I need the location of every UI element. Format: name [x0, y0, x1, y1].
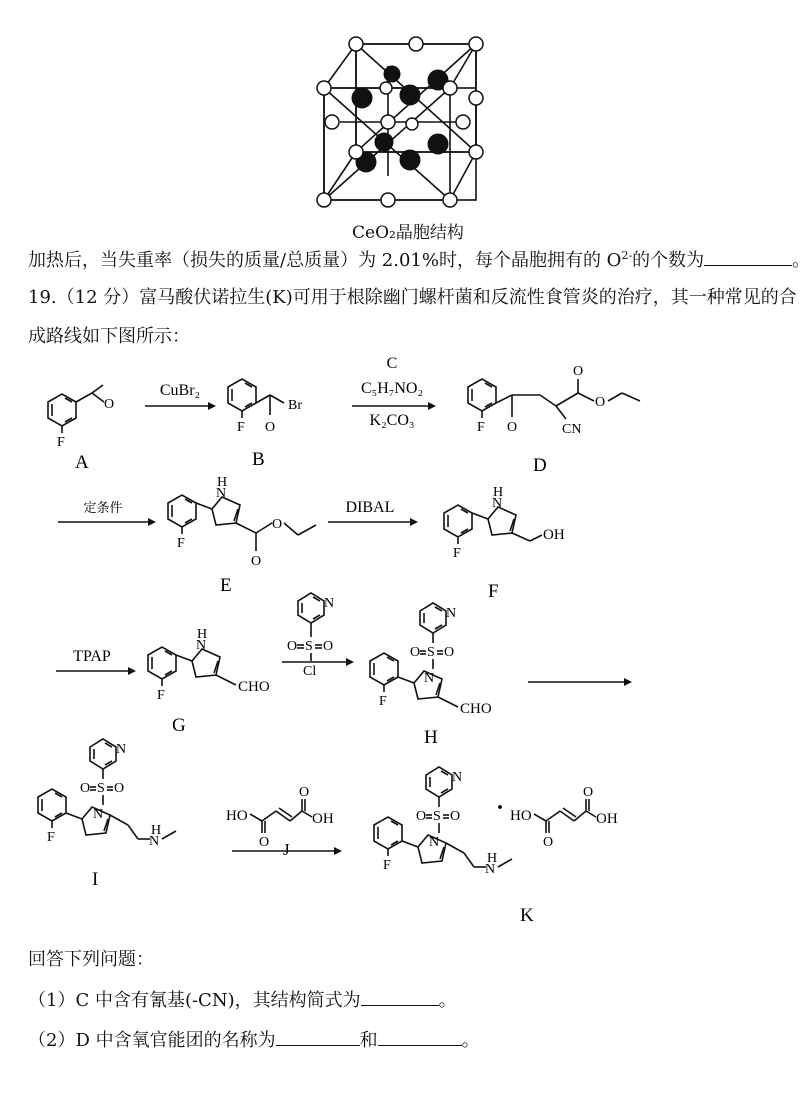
atom-S-H: S	[427, 645, 435, 660]
atom-O-reagent-left: O	[287, 639, 298, 654]
label-J: J	[283, 840, 290, 859]
atom-O-A: O	[104, 397, 115, 412]
compound-K-structure	[374, 767, 512, 877]
atom-H-F: H	[493, 485, 504, 500]
q19-line1: 19.（12 分）富马酸伏诺拉生(K)可用于根除幽门螺杆菌和反流性食管炎的治疗，其一种常见的合	[28, 287, 797, 308]
arrow-step8-head	[334, 847, 342, 855]
compound-I-structure	[38, 739, 176, 849]
atom-S-I: S	[97, 781, 105, 796]
q1-text: （1）C 中含有氰基(-CN)，其结构简式为	[28, 990, 361, 1011]
atom-N-pyridine-H: N	[446, 606, 457, 621]
atom-O-K-fum-left: O	[543, 835, 554, 850]
q1-end: 。	[438, 990, 457, 1011]
compound-D-structure	[468, 364, 640, 437]
atom-O-J-right: O	[299, 785, 310, 800]
reagent-step4: DIBAL	[345, 499, 395, 516]
atom-O-H-right: O	[444, 645, 455, 660]
label-I: I	[92, 869, 99, 890]
arrow-step4-head	[410, 518, 418, 526]
atom-OH-F: OH	[543, 527, 565, 543]
question-2	[28, 1026, 480, 1052]
arrow-step7-head	[624, 678, 632, 686]
label-B: B	[252, 449, 265, 470]
compound-K-fumarate	[510, 785, 618, 850]
atom-Cl-reagent: Cl	[303, 664, 317, 679]
atom-O-B: O	[265, 420, 276, 435]
atom-H-E: H	[217, 475, 228, 490]
label-E: E	[220, 575, 232, 596]
atom-CN-D: CN	[562, 422, 582, 437]
compound-G-structure	[148, 627, 270, 703]
q19-line2: 成路线如下图所示：	[28, 326, 190, 347]
atom-NH-G: N	[196, 638, 207, 653]
atom-Br-B: Br	[288, 398, 302, 413]
atom-O-J-left: O	[259, 835, 270, 850]
q18-text-before: 加热后，当失重率（损失的质量/总质量）为 2.01%时，每个晶胞拥有的 O	[28, 250, 622, 271]
atom-F-F: F	[453, 546, 461, 561]
salt-dot: ·	[496, 795, 505, 821]
q2-answer-blank-2[interactable]	[378, 1026, 462, 1046]
atom-F-D: F	[477, 420, 485, 435]
atom-H-G: H	[197, 627, 208, 642]
atom-CHO-G: CHO	[238, 679, 270, 695]
atom-F-B: F	[237, 420, 245, 435]
compound-A-structure	[48, 385, 114, 450]
reagent-step2-mid: C₅H₇NO₂	[360, 380, 424, 397]
atom-S-K: S	[433, 809, 441, 824]
atom-N-pyrrole-K: N	[429, 835, 440, 850]
atom-F-G: F	[157, 688, 165, 703]
atom-F-I: F	[47, 830, 55, 845]
atom-F-A: F	[57, 435, 65, 450]
q18-line	[28, 246, 810, 272]
atom-OH-J: OH	[312, 811, 334, 827]
atom-S-reagent: S	[305, 639, 313, 654]
atom-NH-H-K: H	[487, 851, 498, 866]
reagent-step2-top: C	[386, 355, 398, 372]
atom-NH-H-I: H	[151, 823, 162, 838]
q2-answer-blank-1[interactable]	[276, 1026, 360, 1046]
q1-answer-blank[interactable]	[361, 986, 439, 1006]
atom-N-pyridine-I: N	[116, 742, 127, 757]
arrow-step3-head	[148, 518, 156, 526]
atom-NH-F: N	[492, 496, 503, 511]
atom-O-D-keto: O	[507, 420, 518, 435]
arrow-step6-head	[346, 658, 354, 666]
questions-header: 回答下列问题：	[28, 949, 154, 970]
reagent-step5: TPAP	[73, 648, 111, 665]
atom-O-I-right: O	[114, 781, 125, 796]
atom-N-pyridine-K: N	[452, 770, 463, 785]
compound-J-structure	[226, 785, 334, 850]
label-G: G	[172, 715, 186, 736]
atom-O-I-left: O	[80, 781, 91, 796]
q18-text-after: 的个数为	[632, 250, 705, 271]
atom-OH-K: OH	[596, 811, 618, 827]
atom-F-H: F	[379, 694, 387, 709]
reagent-step1: CuBr₂	[159, 382, 201, 399]
atom-HO-K: HO	[510, 808, 532, 824]
label-K: K	[520, 905, 534, 926]
atom-CHO-H: CHO	[460, 701, 492, 717]
compound-E-structure	[168, 475, 316, 569]
arrow-step1-head	[208, 402, 216, 410]
q18-superscript: 2-	[621, 249, 633, 262]
label-A: A	[75, 452, 89, 473]
q18-answer-blank[interactable]	[704, 246, 792, 266]
atom-F-K: F	[383, 858, 391, 873]
q2-end: 。	[461, 1030, 480, 1051]
arrow-step5-head	[128, 667, 136, 675]
reagent-step2-bottom: K₂CO₃	[369, 412, 415, 429]
atom-HO-J: HO	[226, 808, 248, 824]
atom-N-pyrrole-H: N	[424, 671, 435, 686]
atom-F-E: F	[177, 536, 185, 551]
arrow-step2-head	[428, 402, 436, 410]
atom-O-D-ether: O	[595, 395, 606, 410]
atom-O-K-left: O	[416, 809, 427, 824]
atom-O-K-right: O	[450, 809, 461, 824]
atom-NH-E: N	[216, 486, 227, 501]
crystal-caption: CeO₂晶胞结构	[352, 223, 464, 243]
crystal-structure-figure	[300, 40, 510, 212]
atom-O-reagent-right: O	[323, 639, 334, 654]
question-1	[28, 986, 457, 1012]
q2-mid: 和	[359, 1030, 378, 1051]
atom-N-pyridine-reagent: N	[324, 596, 335, 611]
label-F: F	[488, 581, 499, 602]
reagent-step3: 定条件	[83, 501, 123, 516]
label-D: D	[533, 455, 547, 476]
synthesis-scheme	[0, 345, 800, 935]
atom-O-D-ester: O	[573, 364, 584, 379]
label-H: H	[424, 727, 438, 748]
q2-text: （2）D 中含氧官能团的名称为	[28, 1030, 276, 1051]
atom-N-pyrrole-I: N	[93, 807, 104, 822]
compound-H-structure	[370, 603, 492, 717]
atom-NH-I: N	[149, 834, 160, 849]
atom-O-K-fum-right: O	[583, 785, 594, 800]
atom-O-E-carbonyl: O	[251, 554, 262, 569]
atom-O-E-ether: O	[272, 517, 283, 532]
atom-NH-K: N	[485, 862, 496, 877]
reagent-sulfonyl-chloride	[287, 593, 334, 679]
compound-B-structure	[228, 379, 302, 435]
compound-F-structure	[444, 485, 565, 561]
atom-O-H-left: O	[410, 645, 421, 660]
q18-end: 。	[792, 250, 810, 271]
